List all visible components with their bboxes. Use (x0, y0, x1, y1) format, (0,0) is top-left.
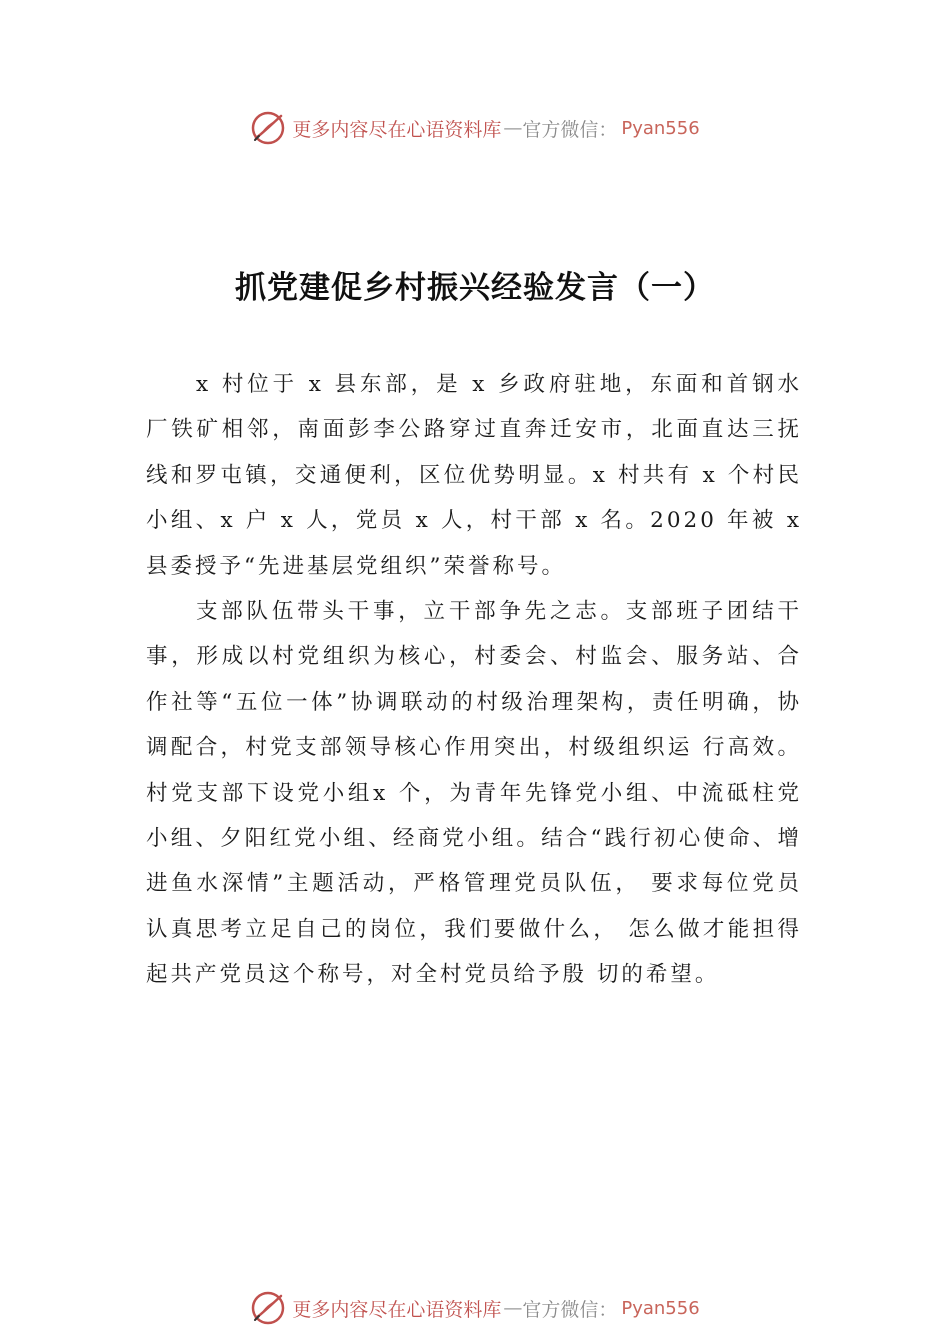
paragraph-team: 支部队伍带头干事，立干部争先之志。支部班子团结干事，形成以村党组织为核心，村委会、村监会、服务站、合作社等“五位一体”协调联动的村级治理架构，责任明确，协调配合，村党支部领导核心作用突出，村级组织运 行高效。村党支部下设党小组x 个，为青年先锋党小组、中流砥柱党小组、夕阳红党小组、经商党小组。结合“践行初心使命、增进鱼水深情”主题活动，严格管理党员队伍， 要求每位党员认真思考立足自己的岗位，我们要做什么， 怎么做才能担得起共产党员这个称号，对全村党员给予殷 切的希望。 (146, 599, 802, 988)
footer-watermark (0, 1288, 950, 1328)
footer-brand-text: 更多内容尽在心语资料库 (292, 1298, 502, 1321)
footer-separator: — (503, 1297, 521, 1319)
document-body (146, 362, 802, 998)
header-separator: — (503, 117, 521, 139)
header-watermark (0, 108, 950, 148)
quill-logo-icon (250, 110, 286, 146)
footer-wechat-id: Pyan556 (621, 1297, 700, 1319)
header-wechat-label: 官方微信： (522, 118, 618, 141)
header-wechat-id: Pyan556 (621, 117, 700, 139)
document-title: 抓党建促乡村振兴经验发言（一） (235, 270, 715, 306)
footer-wechat-label: 官方微信： (522, 1298, 618, 1321)
header-brand-text: 更多内容尽在心语资料库 (292, 118, 502, 141)
paragraph-intro: x 村位于 x 县东部，是 x 乡政府驻地，东面和首钢水厂铁矿相邻，南面彭李公路穿过直奔迁安市，北面直达三抚线和罗屯镇，交通便利，区位优势明显。x 村共有 x 个村民小组、x 户 x 人，党员 x 人，村干部 x 名。2020 年被 x 县委授予“先进基层党组织”荣誉称号。 (146, 372, 802, 579)
quill-logo-icon (250, 1290, 286, 1326)
